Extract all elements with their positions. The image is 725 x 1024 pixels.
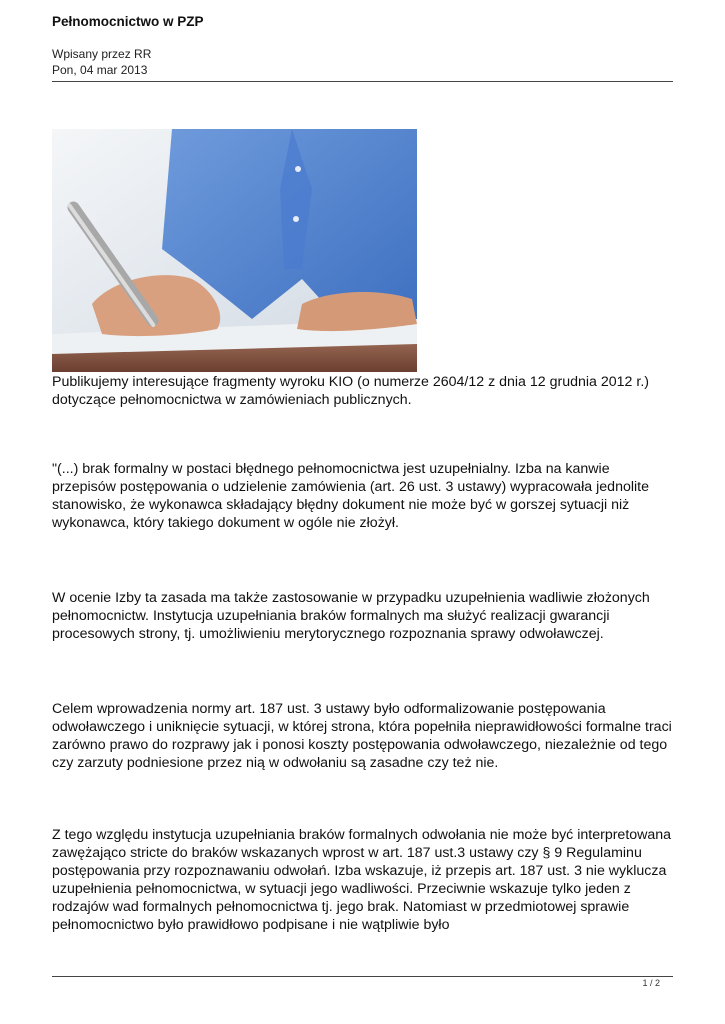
paragraph: Z tego względu instytucja uzupełniania braków formalnych odwołania nie może być interpretowana zawężająco stricte do braków wskazanych wprost w art. 187 ust.3 ustawy czy § 9 Regulaminu postępowania przy rozpoznawaniu odwołań. Izba wskazuje, iż przepis art. 187 ust. 3 nie wyklucza uzupełnienia pełnomocnictwa, w sytuacji jego wadliwości. Przeciwnie wskazuje tylko jeden z rodzajów wad formalnych pełnomocnictwa tj. jego brak. Natomiast w przedmiotowej sprawie pełnomocnictwo było prawidłowo podpisane i nie wątpliwie było [52,827,672,933]
footer-divider [52,976,673,977]
page-number: 1 / 2 [642,978,660,988]
header-divider [52,81,673,82]
paragraph: Celem wprowadzenia normy art. 187 ust. 3 ustawy było odformalizowanie postępowania odwoławczego i uniknięcie sytuacji, w której strona, która popełniła nieprawidłowości formalne traci zarówno prawo do rozprawy jak i ponosi koszty postępowania odwoławczego, niezależnie od tego czy zarzuty podniesione przez nią w odwołaniu są zasadne czy też nie. [52,701,672,771]
paragraph: W ocenie Izby ta zasada ma także zastosowanie w przypadku uzupełnienia wadliwie złożonych pełnomocnictw. Instytucja uzupełniania braków formalnych ma służyć realizacji gwarancji procesowych strony, tj. umożliwieniu merytorycznego rozpoznania sprawy odwoławczej. [52,590,650,642]
article-title: Pełnomocnictwo w PZP [52,14,204,29]
photo-hand-writing-with-pen-icon [52,129,417,372]
paragraph: "(...) brak formalny w postaci błędnego pełnomocnictwa jest uzupełnialny. Izba na kanwie przepisów postępowania o udzielenie zamówienia (art. 26 ust. 3 ustawy) wypracowała jednolite stanowisko, że wykonawca składający błędny dokument nie może być w gorszej sytuacji niż wykonawca, który takiego dokument w ogóle nie złożył. [52,461,649,531]
article-author: Wpisany przez RR [52,47,152,61]
article-date: Pon, 04 mar 2013 [52,63,148,77]
paragraph: Publikujemy interesujące fragmenty wyroku KIO (o numerze 2604/12 z dnia 12 grudnia 2012 r.) dotyczące pełnomocnictwa w zamówieniach publicznych. [52,374,649,408]
article-photo [52,129,417,372]
article-meta [52,46,151,78]
